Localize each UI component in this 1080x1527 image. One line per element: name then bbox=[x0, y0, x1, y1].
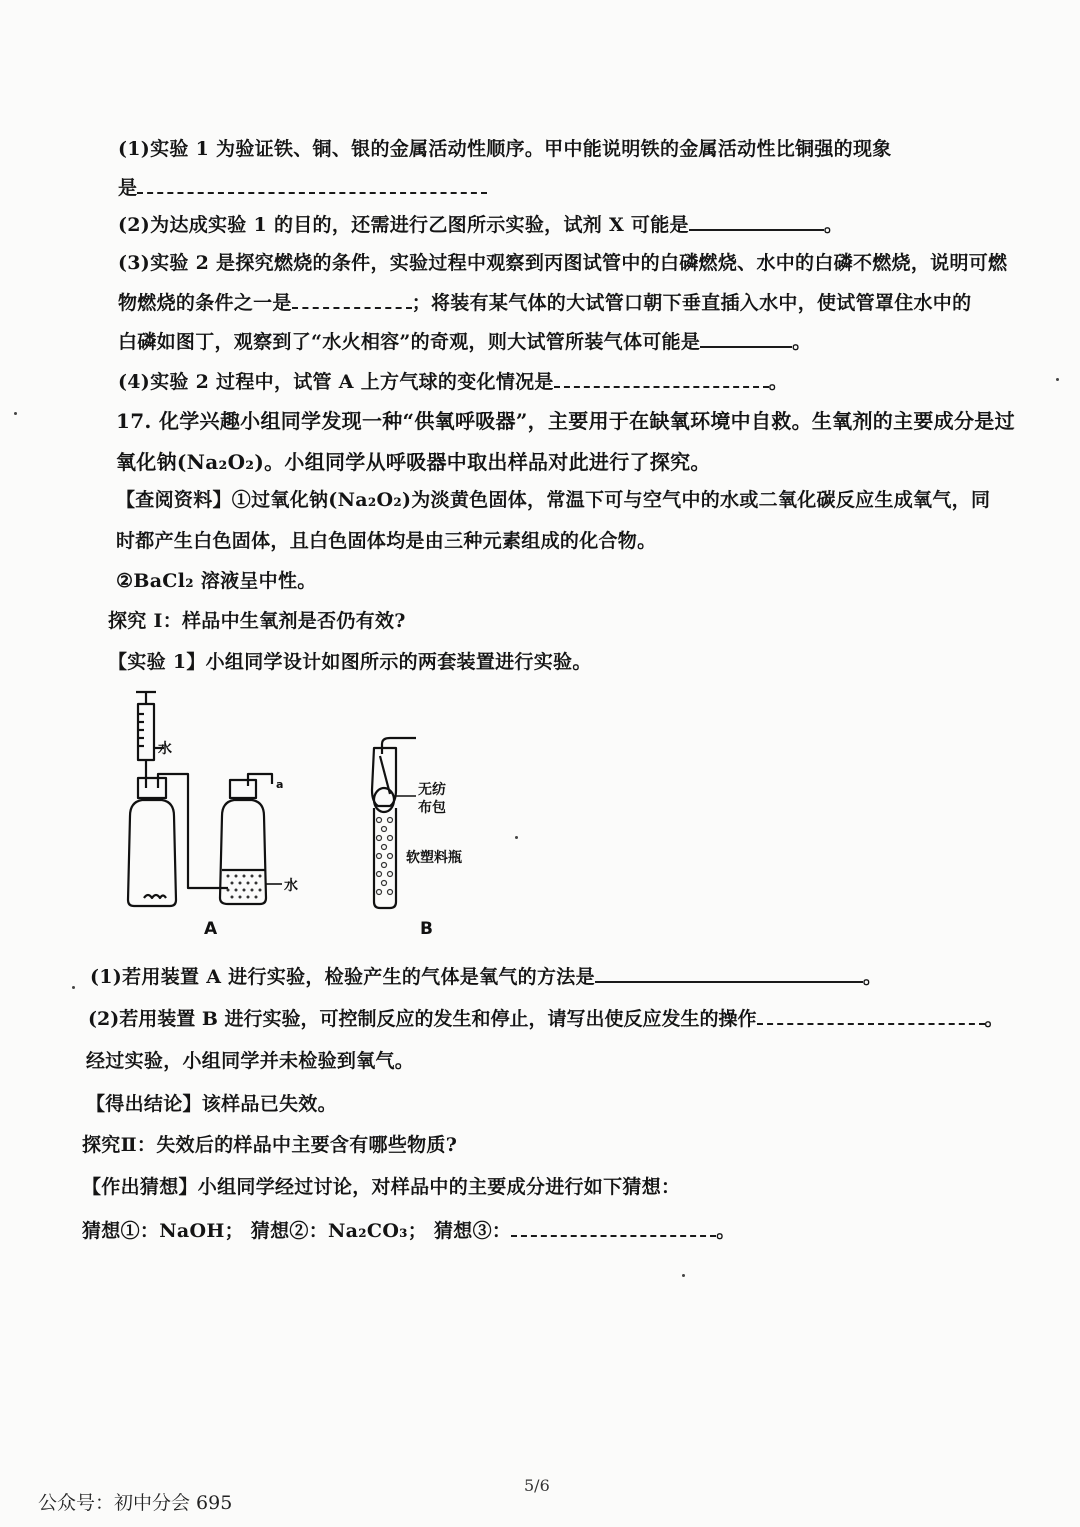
scan-speck bbox=[682, 1274, 685, 1277]
q17-question1 bbox=[90, 962, 882, 989]
label-nonwoven-1: 无纺 bbox=[418, 782, 446, 798]
source-watermark: 公众号：初中分会 695 bbox=[38, 1492, 233, 1514]
apparatus-diagram bbox=[100, 690, 520, 950]
q17-guess-intro: 【作出猜想】小组同学经过讨论，对样品中的主要成分进行如下猜想： bbox=[82, 1176, 681, 1198]
reaction-bottle bbox=[128, 800, 176, 906]
apparatus-figure bbox=[100, 690, 520, 950]
q16-part3-text: ；将装有某气体的大试管口朝下垂直插入水中，使试管罩住水中的 bbox=[411, 292, 972, 314]
q17-info-line2: 时都产生白色固体，且白色固体均是由三种元素组成的化合物。 bbox=[116, 530, 657, 552]
label-outlet-a: a bbox=[276, 778, 284, 791]
q17-experiment1: 【实验 1】小组同学设计如图所示的两套装置进行实验。 bbox=[108, 651, 592, 673]
q16-part3-line1: (3)实验 2 是探究燃烧的条件，实验过程中观察到丙图试管中的白磷燃烧、水中的白磷不燃烧，说明可燃 bbox=[118, 252, 1008, 274]
q16-part3-condition: 物燃烧的条件之一是 bbox=[118, 292, 292, 314]
label-water-syringe: 水 bbox=[158, 741, 172, 757]
q17-guess3-blank[interactable] bbox=[511, 1219, 716, 1237]
label-water-bottle: 水 bbox=[284, 878, 298, 894]
syringe-barrel bbox=[138, 704, 154, 760]
nonwoven-bag bbox=[374, 788, 394, 812]
b-liquid-pattern bbox=[377, 818, 393, 895]
q17-info-line1: 【查阅资料】①过氧化钠(Na₂O₂)为淡黄色固体，常温下可与空气中的水或二氧化碳反应生成氧气，同 bbox=[116, 489, 991, 511]
sample-solid bbox=[144, 895, 166, 898]
q16-part1-blank[interactable] bbox=[137, 176, 487, 194]
water-dots bbox=[227, 875, 262, 899]
q16-part2-text: (2)为达成实验 1 的目的，还需进行乙图所示实验，试剂 X 可能是 bbox=[118, 214, 689, 236]
q16-part3-end: 。 bbox=[792, 331, 812, 353]
scan-speck bbox=[72, 986, 75, 989]
scan-speck bbox=[14, 412, 17, 415]
q17-guesses bbox=[82, 1216, 736, 1243]
q17-question1-end: 。 bbox=[862, 966, 883, 988]
q17-question2-text: (2)若用装置 B 进行实验，可控制反应的发生和停止，请写出使反应发生的操作 bbox=[88, 1008, 757, 1030]
q16-part4 bbox=[118, 367, 788, 394]
q16-part3-line3 bbox=[118, 327, 811, 354]
q16-part4-text: (4)实验 2 过程中，试管 A 上方气球的变化情况是 bbox=[118, 371, 554, 393]
q16-part4-end: 。 bbox=[768, 371, 789, 393]
q16-part3-gas: 白磷如图丁，观察到了“水火相容”的奇观，则大试管所装气体可能是 bbox=[118, 331, 701, 353]
q17-question1-blank[interactable] bbox=[595, 965, 863, 983]
b-tube-top bbox=[372, 748, 396, 806]
q17-question2-blank[interactable] bbox=[757, 1007, 985, 1025]
q17-result: 经过实验，小组同学并未检验到氧气。 bbox=[86, 1050, 415, 1072]
connecting-tube bbox=[158, 774, 228, 888]
q17-question2 bbox=[88, 1004, 1004, 1031]
q16-part4-blank[interactable] bbox=[554, 370, 769, 388]
q16-part3-line2 bbox=[118, 288, 971, 315]
q17-guess-text: 猜想①：NaOH； 猜想②：Na₂CO₃； 猜想③： bbox=[82, 1220, 512, 1242]
q17-question2-end: 。 bbox=[984, 1008, 1004, 1030]
q16-part2-end: 。 bbox=[823, 214, 844, 236]
page-number: 5/6 bbox=[524, 1476, 550, 1495]
q17-inquiry2: 探究Ⅱ：失效后的样品中主要含有哪些物质? bbox=[82, 1134, 458, 1156]
q16-part1-line1: (1)实验 1 为验证铁、铜、银的金属活动性顺序。甲中能说明铁的金属活动性比铜强的现象 bbox=[118, 138, 892, 160]
q17-question1-text: (1)若用装置 A 进行实验，检验产生的气体是氧气的方法是 bbox=[90, 966, 595, 988]
q16-part3-blank2[interactable] bbox=[700, 330, 792, 348]
q16-part3-blank1[interactable] bbox=[292, 291, 412, 309]
label-apparatus-B: B bbox=[420, 919, 433, 939]
label-soft-bottle: 软塑料瓶 bbox=[406, 850, 462, 866]
label-apparatus-A: A bbox=[204, 919, 218, 939]
q17-info-line3: ②BaCl₂ 溶液呈中性。 bbox=[116, 570, 317, 592]
scan-speck bbox=[1056, 378, 1059, 381]
label-nonwoven-2: 布包 bbox=[418, 800, 446, 816]
q16-part2 bbox=[118, 210, 843, 237]
q17-conclusion: 【得出结论】该样品已失效。 bbox=[86, 1093, 337, 1115]
q16-part1-shi: 是 bbox=[118, 177, 138, 199]
q17-inquiry1: 探究 I：样品中生氧剂是否仍有效? bbox=[108, 610, 406, 632]
scan-speck bbox=[515, 836, 518, 839]
q16-part1-line2 bbox=[118, 173, 487, 200]
bottle1-stopper bbox=[138, 778, 166, 798]
q16-part2-blank[interactable] bbox=[689, 213, 824, 231]
q17-intro-line1: 17. 化学兴趣小组同学发现一种“供氧呼吸器”，主要用于在缺氧环境中自救。生氧剂的主要成分是过 bbox=[116, 409, 1015, 433]
b-outlet-tube bbox=[382, 738, 416, 754]
bottle2-stopper bbox=[230, 780, 256, 798]
q17-guess-end: 。 bbox=[716, 1220, 736, 1242]
q17-intro-line2: 氧化钠(Na₂O₂)。小组同学从呼吸器中取出样品对此进行了探究。 bbox=[116, 450, 711, 474]
